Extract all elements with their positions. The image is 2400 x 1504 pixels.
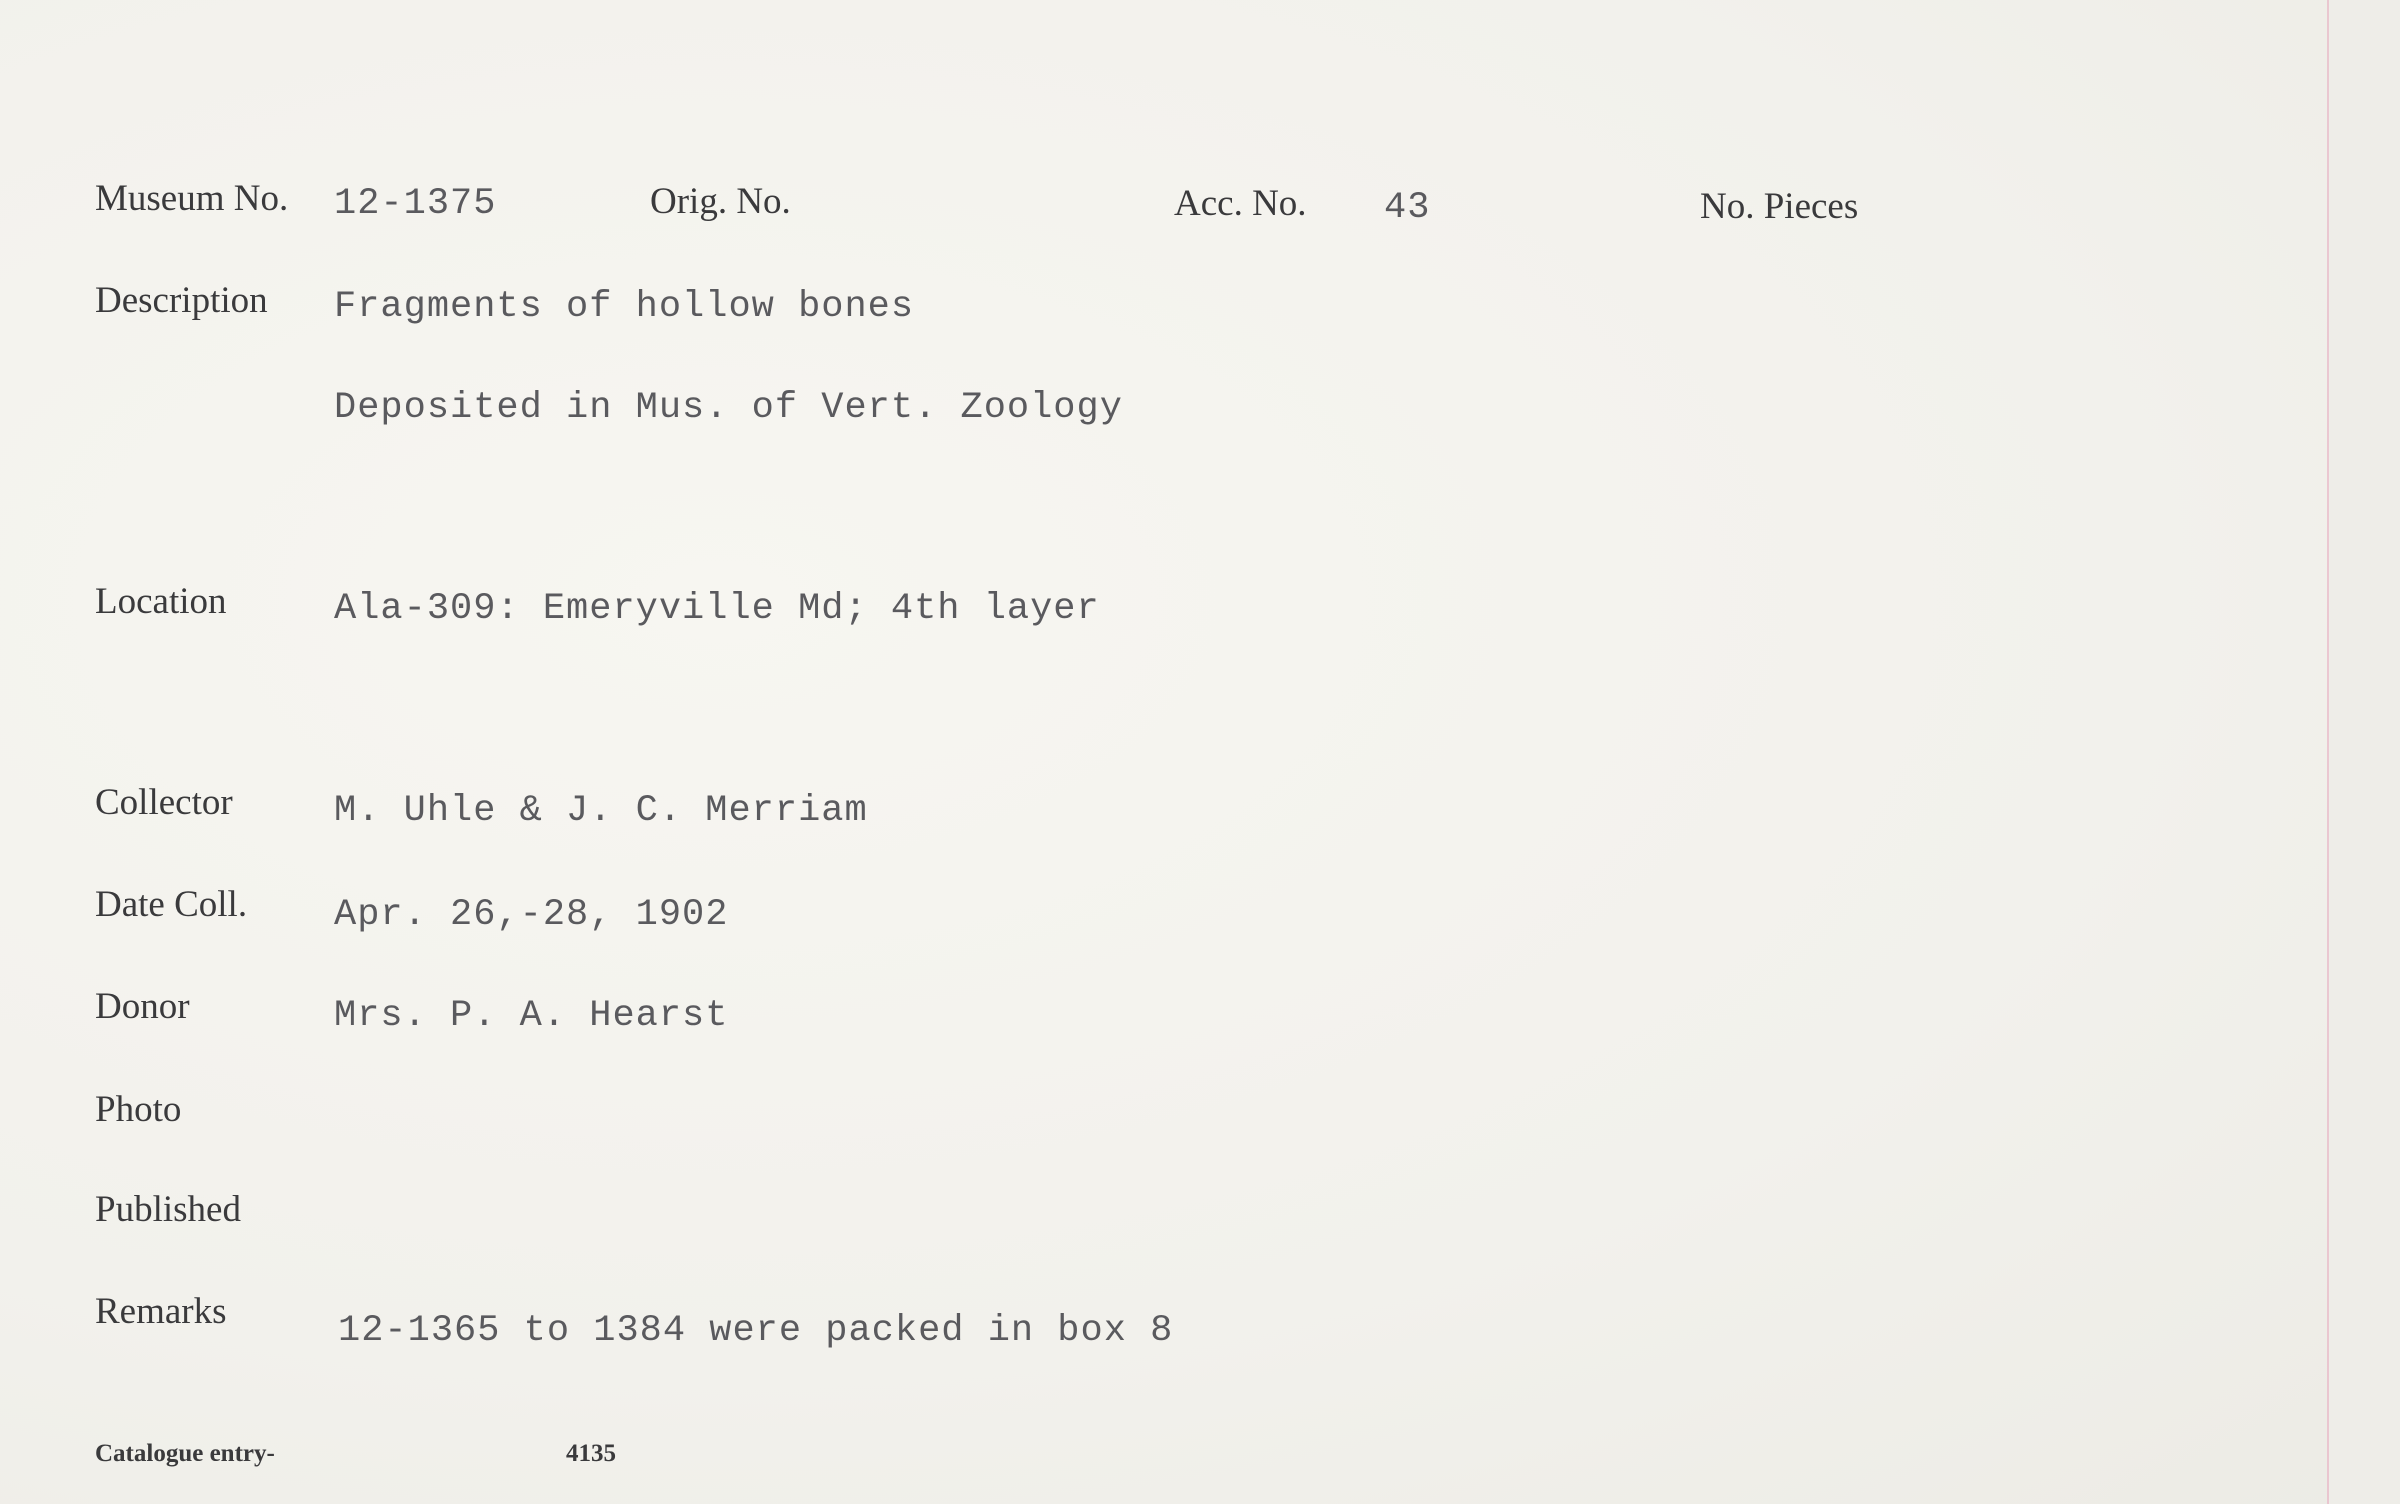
catalogue-entry-value: 4135 xyxy=(566,1440,616,1467)
acc-no-value: 43 xyxy=(1384,187,1431,229)
description-line2: Deposited in Mus. of Vert. Zoology xyxy=(334,387,1123,429)
orig-no-label: Orig. No. xyxy=(650,181,791,222)
collector-label: Collector xyxy=(95,782,233,823)
date-coll-value: Apr. 26,-28, 1902 xyxy=(334,894,729,936)
no-pieces-label: No. Pieces xyxy=(1700,186,1859,227)
donor-value: Mrs. P. A. Hearst xyxy=(334,995,729,1037)
card-right-margin xyxy=(2329,0,2400,1504)
card-edge-line xyxy=(2327,0,2329,1504)
remarks-label: Remarks xyxy=(95,1291,227,1332)
photo-label: Photo xyxy=(95,1089,182,1130)
museum-no-label: Museum No. xyxy=(95,178,289,219)
description-line1: Fragments of hollow bones xyxy=(334,286,915,328)
acc-no-label: Acc. No. xyxy=(1174,183,1307,224)
published-label: Published xyxy=(95,1189,241,1230)
description-label: Description xyxy=(95,280,268,321)
collector-value: M. Uhle & J. C. Merriam xyxy=(334,790,868,832)
location-value: Ala-309: Emeryville Md; 4th layer xyxy=(334,588,1100,630)
remarks-value: 12-1365 to 1384 were packed in box 8 xyxy=(338,1310,1174,1352)
donor-label: Donor xyxy=(95,986,190,1027)
location-label: Location xyxy=(95,581,227,622)
date-coll-label: Date Coll. xyxy=(95,884,248,925)
catalogue-entry-label: Catalogue entry- xyxy=(95,1440,275,1467)
museum-no-value: 12-1375 xyxy=(334,183,497,225)
